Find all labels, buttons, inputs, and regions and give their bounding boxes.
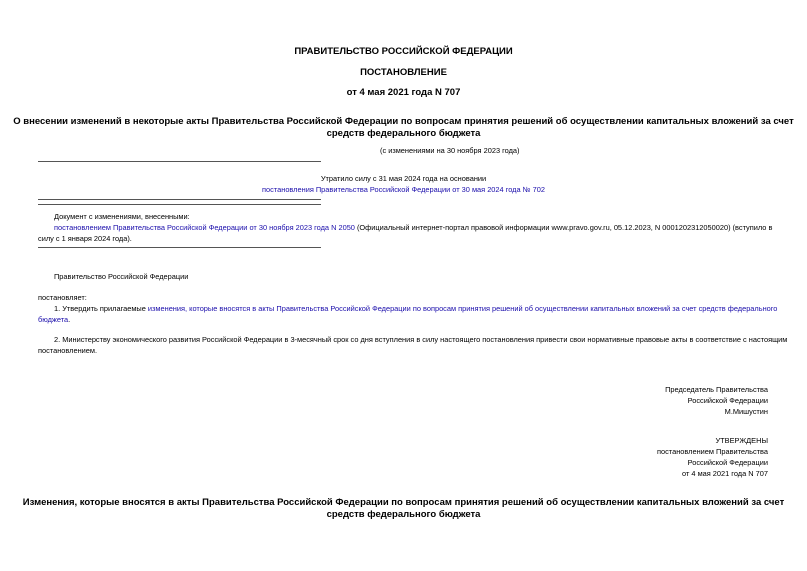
signature-name: М.Мишустин	[724, 407, 768, 416]
changes-source-link[interactable]: постановлением Правительства Российской Федерации от 30 ноября 2023 года N 2050	[54, 223, 355, 232]
item-1-prefix: 1. Утвердить прилагаемые	[54, 304, 148, 313]
changes-source	[38, 222, 773, 233]
divider	[38, 199, 321, 200]
signature-org: Российской Федерации	[687, 396, 768, 405]
item-1	[38, 303, 778, 314]
changes-label: Документ с изменениями, внесенными:	[54, 212, 190, 221]
signature-position: Председатель Правительства	[665, 385, 768, 394]
item-1-link[interactable]: изменения, которые вносятся в акты Правительства Российской Федерации по вопросам принятия решений об осуществлении капитальных вложений за счет средств федерального	[147, 304, 778, 313]
item-1-link-continuation[interactable]: бюджета	[38, 315, 69, 324]
changes-effective-note: силу с 1 января 2024 года).	[38, 234, 132, 243]
annex-title-line2: средств федерального бюджета	[326, 509, 481, 520]
expired-basis-link[interactable]: постановления Правительства Российской Федерации от 30 мая 2024 года № 702	[262, 185, 545, 194]
decrees-text: постановляет:	[38, 293, 87, 302]
item-1-suffix: .	[68, 315, 71, 324]
document-date-number: от 4 мая 2021 года N 707	[346, 87, 461, 98]
item-2	[38, 334, 788, 345]
signature-block	[500, 384, 768, 417]
document-title-line2: средств федерального бюджета	[326, 128, 481, 139]
approved-label: УТВЕРЖДЕНЫ	[715, 436, 768, 445]
item-1-continuation	[38, 314, 70, 325]
document-type-heading: ПОСТАНОВЛЕНИЕ	[360, 67, 447, 78]
divider	[38, 204, 321, 205]
approved-date: от 4 мая 2021 года N 707	[682, 469, 768, 478]
approved-by: постановлением Правительства	[657, 447, 768, 456]
item-2-line2: постановлением.	[38, 346, 98, 355]
approved-block	[500, 435, 768, 479]
government-heading: ПРАВИТЕЛЬСТВО РОССИЙСКОЙ ФЕДЕРАЦИИ	[294, 46, 513, 57]
document-title	[0, 116, 807, 140]
issuer-text: Правительство Российской Федерации	[54, 272, 189, 281]
divider	[38, 247, 321, 248]
amended-note: (с изменениями на 30 ноября 2023 года)	[380, 146, 520, 155]
expired-notice: Утратило силу с 31 мая 2024 года на основании	[320, 174, 487, 183]
approved-org: Российской Федерации	[687, 458, 768, 467]
changes-source-details: (Официальный интернет-портал правовой информации www.pravo.gov.ru, 05.12.2023, N 0001202312050020) (вступило в	[354, 223, 773, 232]
item-2-line1: 2. Министерству экономического развития Российской Федерации в 3-месячный срок со дня вступления в силу настоящего постановления привести свои нормативные правовые акты в соответствие с настоящим	[54, 335, 788, 344]
document-title-line1: О внесении изменений в некоторые акты Правительства Российской Федерации по вопросам принятия решений об осуществлении капитальных вложений за счет	[13, 116, 794, 127]
annex-title-line1: Изменения, которые вносятся в акты Правительства Российской Федерации по вопросам принятия решений об осуществлении капитальных вложений за счет	[22, 497, 785, 508]
annex-title	[0, 497, 807, 521]
divider	[38, 161, 321, 162]
